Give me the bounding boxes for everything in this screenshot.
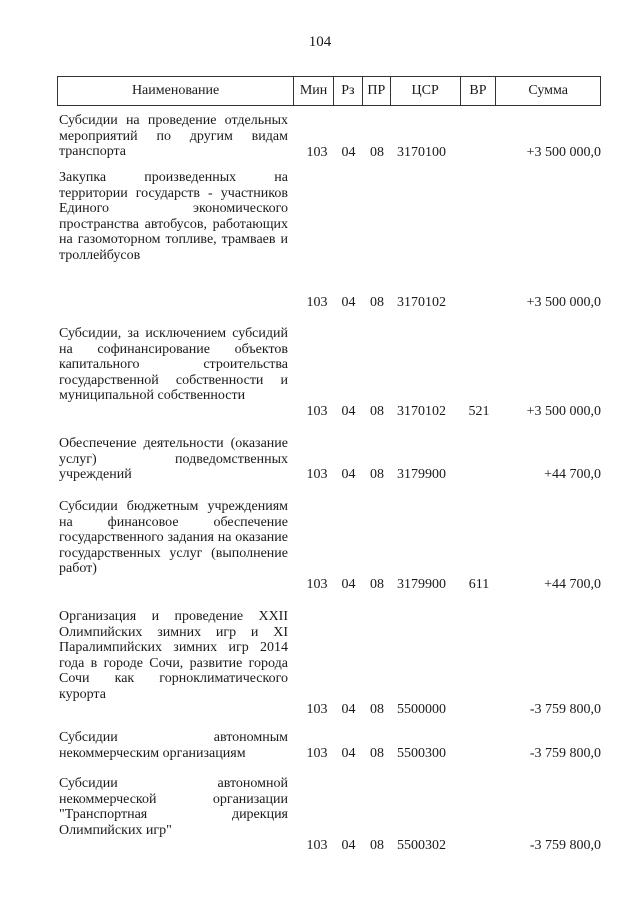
row-vr: 521 bbox=[468, 404, 490, 419]
row-pr: 08 bbox=[370, 838, 384, 853]
row-min: 103 bbox=[306, 145, 328, 160]
row-sum: +3 500 000,0 bbox=[526, 145, 601, 160]
row-sum: -3 759 800,0 bbox=[529, 838, 601, 853]
row-sum: -3 759 800,0 bbox=[529, 702, 601, 717]
header-min: Мин bbox=[294, 77, 334, 105]
row-min: 103 bbox=[306, 577, 328, 592]
row-vr: 611 bbox=[468, 577, 490, 592]
row-csr: 5500300 bbox=[397, 746, 446, 761]
header-name: Наименование bbox=[58, 77, 294, 105]
budget-table bbox=[57, 76, 601, 853]
row-name: Закупка произведенных на территории государств - участников Единого экономического пространства автобусов, работающих на газомоторном топливе, трамваев и троллейбусов bbox=[59, 170, 288, 263]
row-pr: 08 bbox=[370, 145, 384, 160]
row-min: 103 bbox=[306, 838, 328, 853]
row-csr: 3170102 bbox=[397, 404, 446, 419]
row-codes bbox=[57, 577, 601, 593]
row-codes bbox=[57, 467, 601, 483]
row-sum: +3 500 000,0 bbox=[526, 404, 601, 419]
header-vr: ВР bbox=[461, 77, 497, 105]
header-rz: Рз bbox=[334, 77, 363, 105]
row-codes bbox=[57, 404, 601, 420]
row-codes bbox=[57, 838, 601, 854]
row-csr: 3179900 bbox=[397, 577, 446, 592]
header-csr: ЦСР bbox=[391, 77, 461, 105]
row-pr: 08 bbox=[370, 404, 384, 419]
row-rz: 04 bbox=[341, 702, 356, 717]
header-pr: ПР bbox=[363, 77, 391, 105]
row-csr: 3170102 bbox=[397, 295, 446, 310]
row-rz: 04 bbox=[341, 577, 356, 592]
page-number: 104 bbox=[308, 34, 332, 50]
row-min: 103 bbox=[306, 467, 328, 482]
row-min: 103 bbox=[306, 746, 328, 761]
row-min: 103 bbox=[306, 702, 328, 717]
row-pr: 08 bbox=[370, 746, 384, 761]
row-pr: 08 bbox=[370, 577, 384, 592]
row-name: Субсидии, за исключением субсидий на софинансирование объектов капитального строительства государственной собственности и муниципальной собственности bbox=[59, 326, 288, 404]
row-csr: 3179900 bbox=[397, 467, 446, 482]
row-sum: +44 700,0 bbox=[544, 577, 601, 592]
row-name: Субсидии автономным некоммерческим организациям bbox=[59, 730, 288, 761]
row-pr: 08 bbox=[370, 295, 384, 310]
row-name: Обеспечение деятельности (оказание услуг) подведомственных учреждений bbox=[59, 436, 288, 483]
row-codes bbox=[57, 295, 601, 311]
row-rz: 04 bbox=[341, 145, 356, 160]
row-rz: 04 bbox=[341, 838, 356, 853]
header-sum: Сумма bbox=[528, 83, 569, 98]
row-codes bbox=[57, 702, 601, 718]
row-name: Субсидии на проведение отдельных мероприятий по другим видам транспорта bbox=[59, 113, 288, 160]
row-rz: 04 bbox=[341, 467, 356, 482]
row-csr: 3170100 bbox=[397, 145, 446, 160]
row-codes bbox=[57, 746, 601, 762]
row-sum: -3 759 800,0 bbox=[529, 746, 601, 761]
row-sum: +3 500 000,0 bbox=[526, 295, 601, 310]
row-csr: 5500302 bbox=[397, 838, 446, 853]
row-pr: 08 bbox=[370, 702, 384, 717]
row-min: 103 bbox=[306, 404, 328, 419]
row-rz: 04 bbox=[341, 746, 356, 761]
row-pr: 08 bbox=[370, 467, 384, 482]
row-sum: +44 700,0 bbox=[544, 467, 601, 482]
row-min: 103 bbox=[306, 295, 328, 310]
row-rz: 04 bbox=[341, 295, 356, 310]
table-header bbox=[57, 76, 601, 106]
row-codes bbox=[57, 145, 601, 161]
row-name: Субсидии автономной некоммерческой организации "Транспортная дирекция Олимпийских игр" bbox=[59, 776, 288, 838]
row-rz: 04 bbox=[341, 404, 356, 419]
row-name: Субсидии бюджетным учреждениям на финансовое обеспечение государственного задания на оказание государственных услуг (выполнение работ) bbox=[59, 499, 288, 577]
row-name: Организация и проведение XXII Олимпийских зимних игр и XI Паралимпийских зимних игр 2014 года в городе Сочи, развитие города Сочи как горноклиматического курорта bbox=[59, 609, 288, 702]
row-csr: 5500000 bbox=[397, 702, 446, 717]
